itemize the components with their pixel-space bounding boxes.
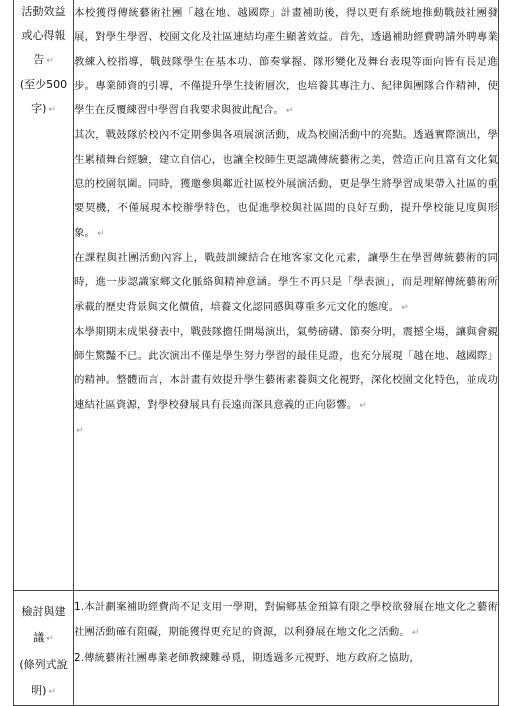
return-mark: ↵ [48,687,56,697]
effect-label-cell [14,0,74,591]
effect-row [14,0,499,591]
return-mark: ↵ [411,628,420,638]
effect-label-line: 字) ↵ [31,102,56,115]
return-mark: ↵ [96,228,105,239]
effect-body-cell [74,0,499,591]
review-label-line: 檢討與建 [21,605,66,618]
return-mark: ↵ [48,105,56,115]
effect-paragraph-4: 本學期期末成果發表中，戰鼓隊擔任開場演出，氣勢磅礴、節奏分明，震撼全場，讓與會親師生驚豔不已。此次演出不僅是學生努力學習的最佳見證，也充分展現「越在地、越國際」的精神。整體而言，本計畫有效提升學生藝術素養與文化視野，深化校園文化特色，並成功連結社區資源，對學校發展具有長遠而深具意義的正向影響。 ↵ [74,325,498,411]
effect-paragraph-3: 在課程與社團活動內容上，戰鼓訓練結合在地客家文化元素，讓學生在學習傳統藝術的同時，進一步認識家鄉文化脈絡與精神意涵。學生不再只是「學表演」，而是理解傳統藝術所承載的歷史背景與文化價值，培養文化認同感與尊重多元文化的態度。 ↵ [74,251,498,313]
effect-label-line: (至少500 [19,78,68,91]
review-label-line: (條列式說 [19,658,68,671]
review-body-cell [74,591,499,706]
review-item-1: 1.本計劃案補助經費尚不足支用一學期，對偏鄉基金預算有限之學校欲發展在地文化之藝術社團活動確有阻礙，期能獲得更充足的資源，以利發展在地文化之活動。 ↵ [74,601,498,638]
review-row [14,591,499,706]
empty-paragraph [74,418,498,438]
report-table [13,0,499,706]
review-item-2: 2.傳統藝術社團專業老師教練難尋覓，期透過多元視野、地方政府之協助， [74,652,420,664]
review-label-line: 明) ↵ [31,684,56,697]
review-label-line: 議 ↵ [33,631,54,644]
effect-label-line: 或心得報 [21,29,66,42]
effect-paragraph-1: 本校獲得傳統藝術社團「越在地、越國際」計畫補助後，得以更有系統地推動戰鼓社團發展，對學生學習、校園文化及社區連結均產生顯著效益。首先，透過補助經費聘請外聘專業教練入校指導，戰鼓隊學生在基本功、節奏掌握、隊形變化及舞台表現等面向皆有長足進步。專業師資的引導，不僅提升學生技術層次，也培養其專注力、紀律與團隊合作精神，使學生在反覆練習中學習自我要求與彼此配合。 ↵ [74,7,498,117]
effect-label-line: 活動效益 [21,5,66,18]
return-mark: ↵ [285,106,294,117]
return-mark: ↵ [46,634,54,644]
effect-paragraph-2: 其次，戰鼓隊於校內不定期參與各項展演活動，成為校園活動中的亮點。透過實際演出，學生累積舞台經驗，建立自信心，也讓全校師生更認識傳統藝術之美，營造正向且富有文化氣息的校園氛圍。同時，獲邀參與鄰近社區校外展演活動，更是學生將學習成果帶入社區的重要契機，不僅展現本校辦學特色，也促進學校與社區間的良好互動，提升學校能見度與形象。 ↵ [74,129,498,239]
return-mark: ↵ [46,56,54,66]
return-mark: ↵ [359,400,367,411]
return-mark: ↵ [76,426,84,437]
review-label-cell [14,591,74,706]
return-mark: ↵ [401,302,409,313]
effect-label-line: 告 ↵ [33,53,54,66]
